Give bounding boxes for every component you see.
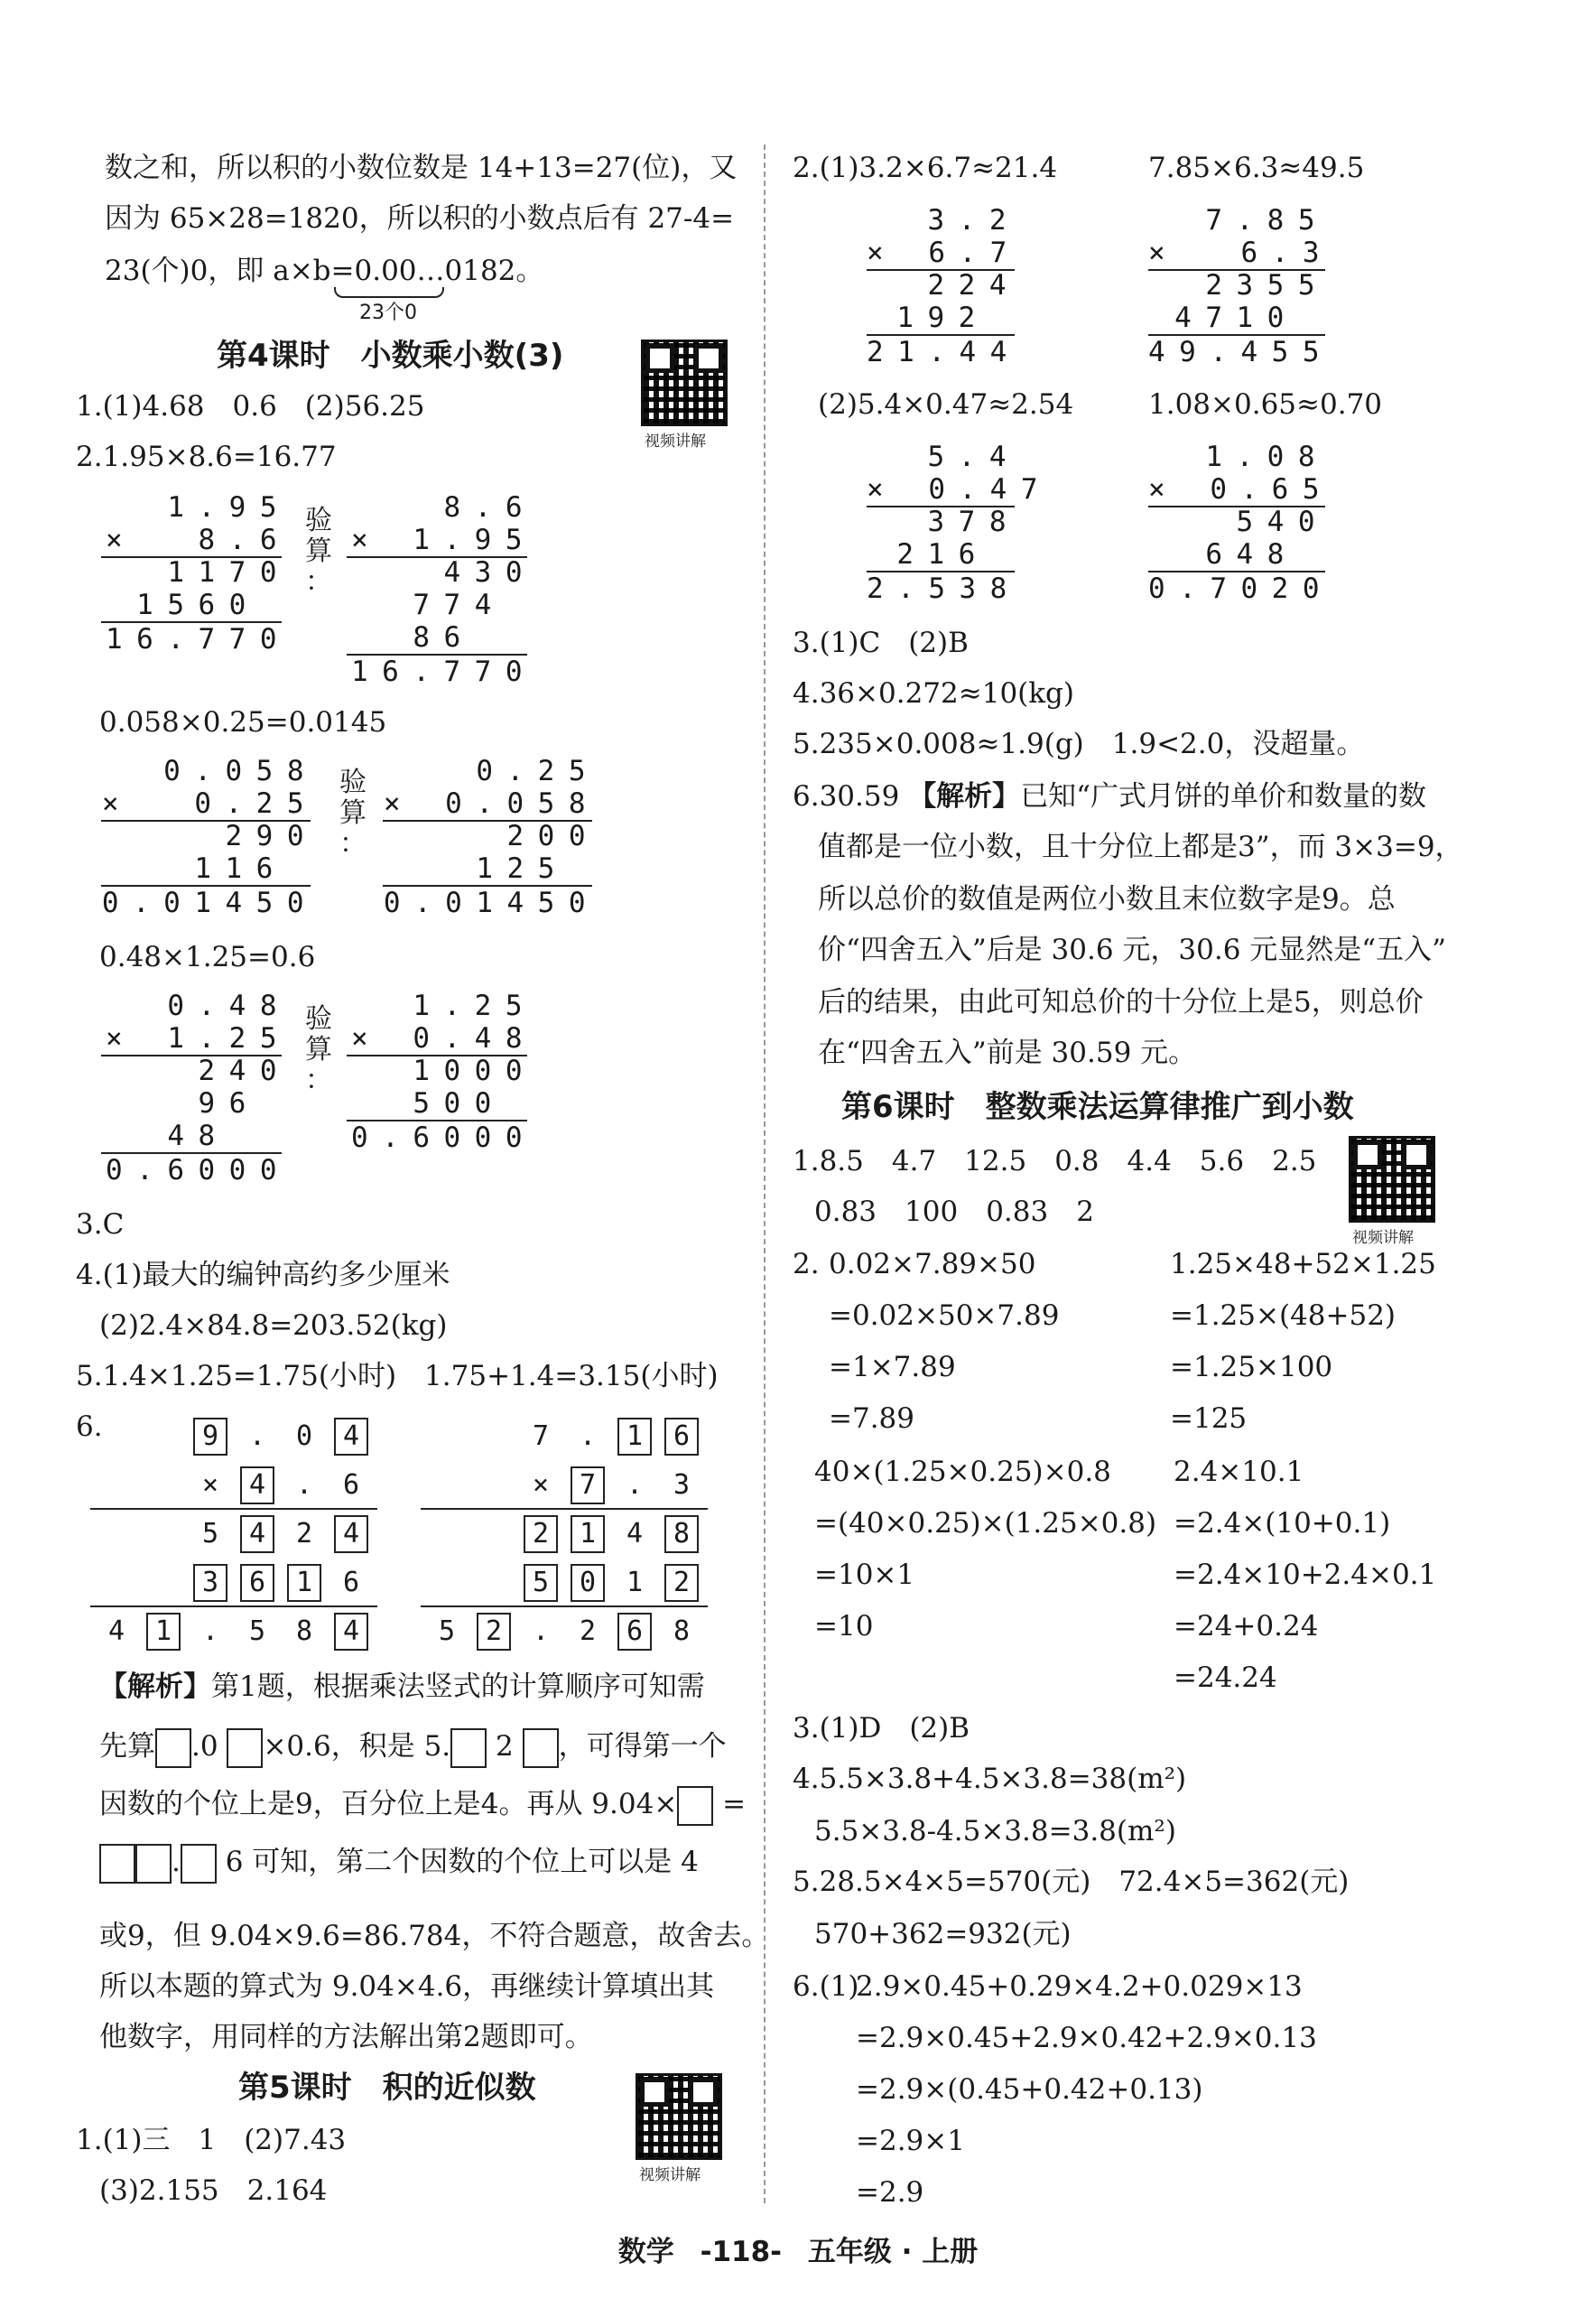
- analysis-text: .0: [191, 1730, 218, 1763]
- calc-step: =1.25×100: [1170, 1351, 1333, 1383]
- analysis-text: ×0.6，积是 5.: [263, 1730, 451, 1763]
- blank-box: [227, 1728, 263, 1768]
- answer-digit-box: 6: [240, 1564, 274, 1602]
- analysis-line: 所以本题的算式为 9.04×4.6，再继续计算填出其: [99, 1970, 715, 2003]
- answer-line: 570+362=932(元): [814, 1918, 1072, 1950]
- footer-grade: 五年级 · 上册: [807, 2236, 979, 2268]
- vertical-calc-row: 216: [896, 538, 1020, 571]
- answer-line: 4.36×0.272≈10(kg): [793, 677, 1074, 710]
- calc-rule: [90, 1605, 377, 1607]
- underbrace: [334, 287, 444, 298]
- vertical-calc-row: 0.6000: [106, 1154, 291, 1187]
- analysis-line: 在“四舍五入”前是 30.59 元。: [818, 1037, 1197, 1069]
- answer-line: 5.28.5×4×5=570(元) 72.4×5=362(元): [793, 1866, 1350, 1898]
- vertical-calc-row: 8.6: [443, 491, 536, 524]
- page-footer: [0, 2229, 1596, 2269]
- analysis-text: 6 可知，第二个因数的个位上可以是 4: [225, 1846, 699, 1878]
- calc-step: =2.4×(10+0.1): [1174, 1507, 1391, 1540]
- vertical-calc-row: 240: [198, 1055, 291, 1087]
- answer-line: 6.: [76, 1410, 103, 1443]
- blank-box: [450, 1728, 487, 1768]
- vertical-calc-row: 1.08: [1205, 441, 1329, 473]
- calc-step: =2.9: [856, 2176, 924, 2209]
- analysis-text: 2: [496, 1730, 514, 1763]
- puzzle-digit: 8: [295, 1615, 313, 1647]
- analysis-label: 【解析】: [99, 1671, 211, 1703]
- puzzle-digit: 5: [201, 1518, 219, 1550]
- vertical-calc-row: 86: [413, 621, 536, 654]
- vertical-calc-row: 2355: [1205, 269, 1329, 302]
- answer-digit-box: 2: [664, 1564, 699, 1602]
- answer-line: 3.(1)C (2)B: [793, 627, 969, 659]
- answer-line: 3.(1)D (2)B: [793, 1712, 970, 1745]
- puzzle-digit: .: [532, 1615, 550, 1647]
- answer-line: (2)5.4×0.47≈2.54: [818, 388, 1074, 421]
- vertical-calc-row: 200: [506, 820, 599, 852]
- qr-caption: 视频讲解: [1352, 1229, 1414, 1247]
- vertical-calc-row: 16.770: [106, 623, 291, 656]
- puzzle-digit: 7: [532, 1420, 550, 1452]
- answer-line: 4.(1)最大的编钟高约多少厘米: [76, 1259, 450, 1291]
- qr-code[interactable]: [1349, 1136, 1435, 1223]
- answer-line: 5.235×0.008≈1.9(g) 1.9<2.0，没超量。: [793, 728, 1365, 760]
- calc-step: =1×7.89: [829, 1351, 956, 1383]
- puzzle-digit: 3: [673, 1469, 691, 1501]
- puzzle-digit: ×: [201, 1469, 219, 1501]
- text-line: 23(个)0，即 a×b=0.00…0182。: [105, 255, 544, 287]
- answer-line: 1.08×0.65≈0.70: [1148, 388, 1383, 421]
- answer-digit-box: 2: [477, 1613, 511, 1651]
- footer-subject: 数学: [617, 2236, 674, 2268]
- vertical-calc-row: 125: [476, 852, 599, 885]
- puzzle-digit: 0: [295, 1420, 313, 1452]
- answer-digit-box: 9: [193, 1418, 227, 1456]
- answer-digit-box: 1: [287, 1564, 321, 1602]
- calc-step: =2.4×10+2.4×0.1: [1174, 1559, 1437, 1591]
- text-line: 数之和，所以积的小数位数是 14+13=27(位)，又: [105, 152, 738, 184]
- answer-line: 0.058×0.25=0.0145: [99, 706, 387, 739]
- answer-digit-box: 1: [146, 1613, 181, 1651]
- text-line: 因为 65×28=1820，所以积的小数点后有 27-4=: [105, 202, 735, 235]
- analysis-line: [99, 1840, 699, 1884]
- puzzle-digit: .: [248, 1420, 266, 1452]
- puzzle-digit: ×: [532, 1469, 550, 1501]
- vertical-calc-row: × 1.95: [351, 524, 536, 556]
- lesson-5-title: 第5课时 积的近似数: [238, 2070, 536, 2106]
- calc-step: =10×1: [814, 1559, 915, 1591]
- vertical-calc-row: 0.01450: [383, 887, 599, 919]
- calc-step: =2.9×(0.45+0.42+0.13): [856, 2073, 1203, 2106]
- answer-line: 6.(1): [793, 1970, 859, 2003]
- vertical-calc-row: 96: [198, 1087, 291, 1120]
- answer-digit-box: 7: [571, 1466, 605, 1504]
- analysis-text: ，可得第一个: [558, 1730, 727, 1763]
- vertical-calc-row: × 0.058: [383, 787, 599, 820]
- analysis-text: 因数的个位上是9，百分位上是4。再从 9.04×: [99, 1788, 678, 1820]
- calc-step: =7.89: [829, 1402, 914, 1435]
- blank-box: [181, 1844, 217, 1884]
- vertical-calc-row: 430: [443, 556, 536, 589]
- vertical-calc-row: 0.25: [476, 755, 599, 787]
- analysis-line: [99, 1669, 705, 1705]
- calc-step: =2.9×1: [856, 2125, 965, 2157]
- vertical-calc-row: × 0.47: [867, 473, 1052, 506]
- answer-digit-box: 4: [240, 1515, 274, 1553]
- answer-line: (3)2.155 2.164: [99, 2174, 328, 2207]
- blank-box: [677, 1786, 713, 1826]
- analysis-line: [793, 778, 1426, 814]
- vertical-calc-row: 16.770: [351, 656, 536, 688]
- puzzle-digit: .: [295, 1469, 313, 1501]
- analysis-line: 或9，但 9.04×9.6=86.784，不符合题意，故舍去。: [99, 1920, 770, 1952]
- vertical-calc-row: 5.4: [927, 441, 1020, 473]
- blank-box: [155, 1728, 191, 1768]
- verify-label: 验 算 ：: [339, 767, 367, 860]
- puzzle-digit: 6: [342, 1567, 360, 1598]
- vertical-calc-row: × 0.25: [101, 787, 318, 820]
- qr-caption: 视频讲解: [639, 2166, 701, 2184]
- vertical-calc-row: 7.85: [1205, 204, 1329, 237]
- analysis-text: =: [722, 1788, 747, 1820]
- answer-line: 4.5.5×3.8+4.5×3.8=38(m²): [793, 1763, 1187, 1795]
- answer-digit-box: 4: [240, 1466, 274, 1504]
- calc-rule: [421, 1508, 708, 1510]
- calc-rule: [90, 1508, 377, 1510]
- blank-box: [135, 1844, 172, 1884]
- answer-digit-box: 6: [617, 1613, 652, 1651]
- puzzle-digit: 2: [579, 1615, 597, 1647]
- brace-note: 23个0: [359, 302, 417, 324]
- analysis-line: 所以总价的数值是两位小数且末位数字是9。总: [818, 883, 1396, 916]
- vertical-calc-row: × 0.48: [351, 1022, 536, 1055]
- answer-digit-box: 4: [334, 1515, 368, 1553]
- vertical-calc-row: 540: [1236, 506, 1329, 538]
- answer-digit-box: 2: [524, 1515, 558, 1553]
- blank-box: [523, 1728, 559, 1768]
- qr-code[interactable]: [641, 340, 728, 426]
- puzzle-digit: 5: [438, 1615, 456, 1647]
- vertical-calc-row: 21.44: [867, 336, 1021, 368]
- vertical-calc-row: 49.455: [1148, 336, 1333, 368]
- answer-line: 1.(1)4.68 0.6 (2)56.25: [76, 390, 425, 423]
- qr-caption: 视频讲解: [645, 433, 706, 451]
- calc-step: =0.02×50×7.89: [829, 1299, 1060, 1332]
- qr-code[interactable]: [636, 2073, 722, 2160]
- answer-line: 3.C: [76, 1208, 125, 1241]
- vertical-calc-row: 1170: [167, 556, 291, 589]
- vertical-calc-row: 192: [896, 302, 1020, 334]
- calc-step: 2.4×10.1: [1174, 1456, 1304, 1488]
- vertical-calc-row: 0.6000: [351, 1121, 536, 1154]
- analysis-line: 他数字，用同样的方法解出第2题即可。: [99, 2021, 593, 2053]
- lesson-6-title: 第6课时 整数乘法运算律推广到小数: [841, 1089, 1354, 1125]
- vertical-calc-row: 774: [413, 589, 536, 621]
- vertical-calc-row: × 8.6: [106, 524, 291, 556]
- vertical-calc-row: 500: [413, 1087, 536, 1120]
- vertical-calc-row: 3.2: [927, 204, 1020, 237]
- vertical-calc-row: × 1.25: [106, 1022, 291, 1055]
- answer-line: 5.5×3.8-4.5×3.8=3.8(m²): [814, 1815, 1176, 1847]
- blank-box: [99, 1844, 135, 1884]
- answer-digit-box: 4: [334, 1418, 368, 1456]
- analysis-text: .: [172, 1846, 181, 1878]
- vertical-calc-row: 1560: [136, 589, 291, 621]
- answer-line: 0.83 100 0.83 2: [814, 1196, 1094, 1228]
- answer-digit-box: 1: [571, 1515, 605, 1553]
- answer-line: 7.85×6.3≈49.5: [1148, 152, 1365, 184]
- answer-digit-box: 8: [664, 1515, 699, 1553]
- calc-step: 40×(1.25×0.25)×0.8: [814, 1456, 1111, 1488]
- puzzle-digit: 8: [673, 1615, 691, 1647]
- lesson-4-title: 第4课时 小数乘小数(3): [217, 338, 564, 374]
- vertical-calc-row: 1.95: [167, 491, 291, 524]
- vertical-calc-row: × 6.3: [1148, 237, 1333, 269]
- vertical-calc-row: 1.25: [413, 990, 536, 1022]
- answer-line: (2)2.4×84.8=203.52(kg): [99, 1309, 448, 1342]
- vertical-calc-row: 4710: [1174, 302, 1329, 334]
- calc-step: 1.25×48+52×1.25: [1170, 1248, 1436, 1280]
- answer-digit-box: 0: [571, 1564, 605, 1602]
- puzzle-digit: 6: [342, 1469, 360, 1501]
- answer-line: 1.8.5 4.7 12.5 0.8 4.4 5.6 2.5: [793, 1145, 1317, 1177]
- vertical-calc-row: 116: [194, 852, 318, 885]
- calc-step: =(40×0.25)×(1.25×0.8): [814, 1507, 1157, 1540]
- puzzle-digit: 1: [626, 1567, 644, 1598]
- answer-line: 2.(1)3.2×6.7≈21.4: [793, 152, 1058, 184]
- verify-label: 验 算 ：: [305, 505, 332, 598]
- answer-digit-box: 4: [334, 1613, 368, 1651]
- calc-step: 0.02×7.89×50: [829, 1248, 1036, 1280]
- vertical-calc-row: × 0.65: [1148, 473, 1333, 506]
- vertical-calc-row: × 6.7: [867, 237, 1021, 269]
- answer-digit-box: 5: [524, 1564, 558, 1602]
- analysis-line: [99, 1782, 746, 1826]
- answer-digit-box: 1: [617, 1418, 652, 1456]
- calc-step: =24.24: [1174, 1661, 1277, 1694]
- answer-digit-box: 3: [193, 1564, 227, 1602]
- vertical-calc-row: 48: [167, 1120, 291, 1152]
- puzzle-digit: .: [579, 1420, 597, 1452]
- analysis-text: 已知“广式月饼的单价和数量的数: [1020, 780, 1427, 813]
- answer-line: 0.48×1.25=0.6: [99, 941, 316, 973]
- answer-line: 5.1.4×1.25=1.75(小时) 1.75+1.4=3.15(小时): [76, 1360, 719, 1392]
- column-divider: [764, 144, 766, 2203]
- calc-step: =10: [814, 1610, 874, 1643]
- puzzle-digit: 2: [295, 1518, 313, 1550]
- verify-label: 验 算 ：: [305, 1003, 332, 1096]
- puzzle-digit: 4: [107, 1615, 125, 1647]
- puzzle-digit: 4: [626, 1518, 644, 1550]
- calc-step: 2.9×0.45+0.29×4.2+0.029×13: [856, 1970, 1303, 2003]
- analysis-label: 【解析】: [908, 780, 1021, 813]
- vertical-calc-row: 648: [1205, 538, 1329, 571]
- analysis-line: [99, 1725, 727, 1768]
- vertical-calc-row: 0.058: [163, 755, 318, 787]
- answer-line: 1.(1)三 1 (2)7.43: [76, 2124, 347, 2156]
- vertical-calc-row: 0.7020: [1148, 572, 1333, 605]
- vertical-calc-row: 224: [927, 269, 1020, 302]
- calc-step: =24+0.24: [1174, 1610, 1319, 1643]
- answer-line: 2.1.95×8.6=16.77: [76, 441, 337, 473]
- vertical-calc-row: 2.538: [867, 572, 1021, 605]
- vertical-calc-row: 1000: [413, 1055, 536, 1087]
- analysis-line: 值都是一位小数，且十分位上都是3”，而 3×3=9，: [818, 831, 1463, 863]
- vertical-calc-row: 0.48: [167, 990, 291, 1022]
- analysis-line: 价“四舍五入”后是 30.6 元，30.6 元显然是“五入”: [818, 934, 1446, 966]
- calc-rule: [421, 1605, 708, 1607]
- puzzle-digit: 5: [248, 1615, 266, 1647]
- vertical-calc-row: 0.01450: [101, 887, 318, 919]
- calc-step: =125: [1170, 1402, 1248, 1435]
- page-number: -118-: [700, 2236, 783, 2268]
- puzzle-digit: .: [626, 1469, 644, 1501]
- calc-step: =1.25×(48+52): [1170, 1299, 1396, 1332]
- answer-line: 2.: [793, 1248, 820, 1280]
- vertical-calc-row: 378: [927, 506, 1020, 538]
- vertical-calc-row: 290: [225, 820, 318, 852]
- answer-digit-box: 6: [664, 1418, 699, 1456]
- analysis-line: 后的结果，由此可知总价的十分位上是5，则总价: [818, 986, 1424, 1019]
- calc-step: =2.9×0.45+2.9×0.42+2.9×0.13: [856, 2022, 1317, 2054]
- answer-text: 6.30.59: [793, 780, 900, 813]
- analysis-text: 第1题，根据乘法竖式的计算顺序可知需: [211, 1671, 705, 1703]
- analysis-text: 先算: [99, 1730, 155, 1763]
- puzzle-digit: .: [201, 1615, 219, 1647]
